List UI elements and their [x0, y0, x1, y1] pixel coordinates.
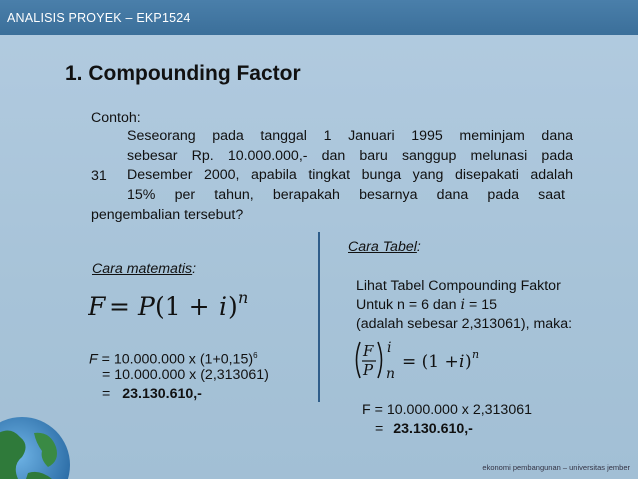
calc-left-equals: =	[102, 386, 115, 402]
calc-left-line1-text: = 10.000.000 x (1+0,15)	[97, 351, 254, 368]
formula-compounding-svg	[88, 287, 278, 323]
slide-title: 1. Compounding Factor	[65, 62, 301, 85]
formula-compounding	[88, 287, 278, 327]
formula-tabel-text: )	[465, 352, 472, 372]
header-title: ANALISIS PROYEK – EKP1524	[7, 11, 191, 25]
formula-compounding-text: (1 +	[155, 292, 210, 321]
formula-tabel	[352, 338, 522, 390]
formula-tabel-text: i	[387, 340, 392, 356]
paragraph-line: Seseorang pada tanggal 1 Januari 1995 meminjam dana	[127, 128, 573, 144]
method-matematis-colon: :	[192, 261, 197, 277]
tabel-line1: Lihat Tabel Compounding Faktor	[356, 278, 561, 294]
calc-left-f: F	[89, 351, 98, 368]
formula-tabel-text: P	[363, 361, 374, 379]
formula-tabel-text: n	[472, 348, 480, 361]
globe-icon	[0, 395, 70, 479]
formula-tabel-svg	[352, 338, 522, 386]
calc-right-equals: =	[375, 421, 388, 437]
calc-right-line1: F = 10.000.000 x 2,313061	[362, 402, 532, 418]
paragraph-line: Desember 2000, apabila tingkat bunga yang disepakati adalah	[127, 167, 573, 183]
formula-tabel-text: = (1 +	[402, 352, 459, 372]
calc-left-line2: = 10.000.000 x (2,313061)	[102, 367, 269, 383]
tabel-line2-var: i	[460, 297, 466, 313]
calc-right-line2	[375, 419, 473, 439]
calc-right-result: 23.130.610,-	[393, 421, 473, 437]
footer-text: ekonomi pembangunan – universitas jember	[482, 463, 630, 472]
paragraph-line: 15% per tahun, berapakah besarnya dana pada saat	[127, 186, 565, 203]
calc-left-line3	[102, 384, 202, 404]
tabel-line2-suffix: = 15	[465, 297, 498, 313]
formula-tabel-text: n	[386, 366, 396, 382]
calc-left-result: 23.130.610,-	[122, 386, 202, 402]
method-tabel-colon: :	[416, 239, 421, 255]
formula-paren-left	[357, 342, 361, 378]
method-matematis-label	[92, 259, 196, 279]
column-divider	[318, 232, 320, 402]
formula-tabel-text: i	[459, 352, 465, 372]
formula-compounding-text: n	[238, 288, 249, 307]
formula-compounding-text: P	[138, 292, 155, 321]
formula-compounding-text: F	[88, 292, 106, 321]
paragraph-last-line: pengembalian tersebut?	[91, 207, 244, 223]
method-tabel-label	[348, 237, 421, 257]
tabel-line2	[356, 295, 497, 315]
method-tabel-text: Cara Tabel	[348, 239, 417, 255]
method-matematis-text: Cara matematis	[92, 261, 193, 277]
tabel-line2-prefix: Untuk n = 6 dan	[356, 297, 461, 313]
contoh-label: Contoh:	[91, 110, 141, 126]
paragraph-number: 31	[91, 168, 107, 184]
formula-compounding-text: i	[219, 292, 227, 321]
formula-compounding-text: )	[228, 292, 238, 321]
paragraph-line: sebesar Rp. 10.000.000,- dan baru sanggup melunasi pada	[127, 147, 573, 164]
formula-compounding-text: =	[109, 292, 130, 321]
tabel-line3: (adalah sebesar 2,313061), maka:	[356, 316, 573, 332]
example-paragraph	[127, 127, 573, 205]
calc-left-exponent: 6	[253, 351, 258, 360]
header-bar	[0, 0, 638, 35]
formula-tabel-text: F	[363, 342, 374, 360]
formula-paren-right	[378, 342, 382, 378]
